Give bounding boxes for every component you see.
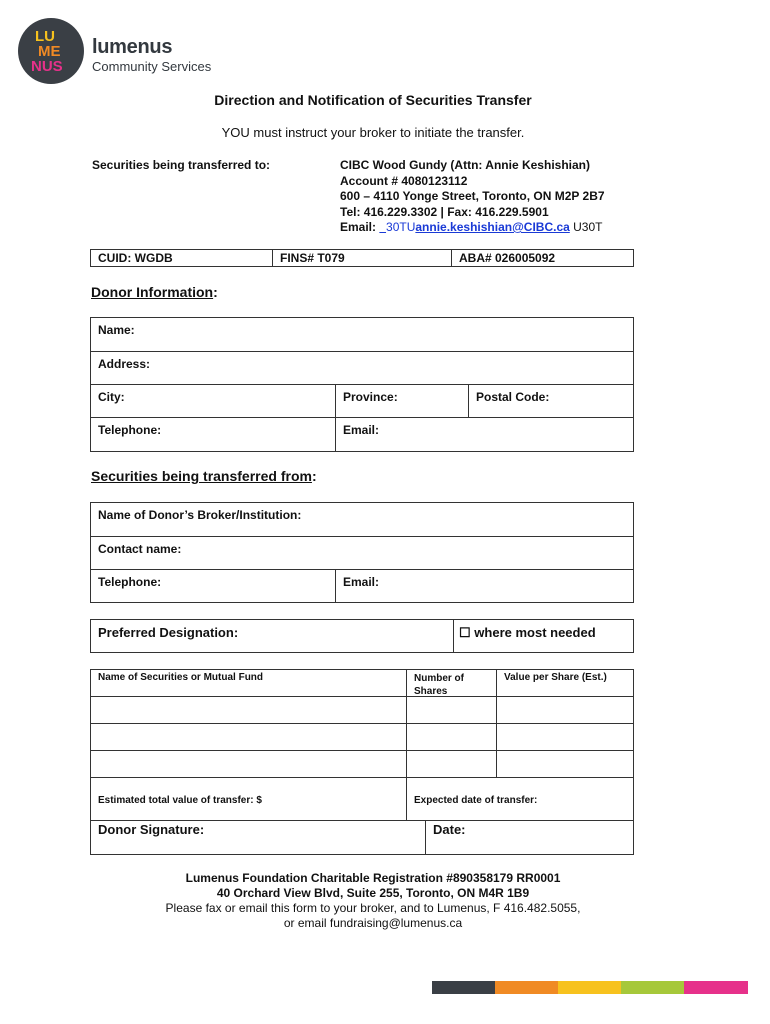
security-row-3-value[interactable] (496, 750, 634, 777)
stripe-segment-orange (495, 981, 558, 994)
cuid-code: CUID: WGDB (98, 251, 173, 265)
where-most-needed-label: where most needed (474, 625, 596, 640)
contact-name-field[interactable]: Contact name: (98, 542, 182, 556)
broker-email-link[interactable]: annie.keshishian@CIBC.ca (415, 220, 570, 234)
broker-address: 600 – 4110 Yonge Street, Toronto, ON M2P 2B7 (340, 189, 605, 203)
footer-email: or email fundraising@lumenus.ca (283, 916, 463, 930)
logo-letters-lu: LU (35, 28, 55, 45)
donor-email-field[interactable]: Email: (343, 423, 380, 437)
donor-signature-field[interactable]: Donor Signature: (98, 822, 205, 837)
stripe-segment-pink (684, 981, 748, 994)
where-most-needed-option[interactable] (453, 619, 634, 653)
donor-telephone-field[interactable]: Telephone: (98, 423, 162, 437)
footer-address: 40 Orchard View Blvd, Suite 255, Toronto, ON M4R 1B9 (216, 886, 530, 900)
donor-name-field[interactable]: Name: (98, 323, 135, 337)
brand-subtitle: Community Services (92, 59, 212, 74)
signature-date-field[interactable]: Date: (433, 822, 466, 837)
transfer-to-label: Securities being transferred to: (92, 158, 271, 172)
brand-name: lumenus (92, 36, 173, 58)
security-row-2-name[interactable] (90, 723, 406, 750)
donor-province-field[interactable]: Province: (343, 390, 398, 404)
security-row-3-name[interactable] (90, 750, 406, 777)
logo-circle (18, 18, 84, 84)
footer-registration: Lumenus Foundation Charitable Registration #890358179 RR0001 (185, 871, 561, 885)
donor-info-heading: Donor Information: (91, 284, 218, 300)
broker-name: CIBC Wood Gundy (Attn: Annie Keshishian) (340, 158, 590, 172)
security-row-1-shares[interactable] (406, 696, 496, 723)
security-row-1-value[interactable] (496, 696, 634, 723)
header-value-per-share: Value per Share (Est.) (504, 672, 607, 683)
security-row-3-shares[interactable] (406, 750, 496, 777)
header-number-of-shares: Number of Shares (414, 673, 464, 697)
logo-letters-me: ME (38, 43, 61, 60)
fins-code: FINS# T079 (280, 251, 345, 265)
broker-email-field[interactable]: Email: (343, 575, 380, 589)
transfer-from-heading: Securities being transferred from: (91, 468, 317, 484)
receiving-broker-info (340, 158, 605, 236)
expected-date-field[interactable]: Expected date of transfer: (414, 795, 538, 806)
footer (0, 871, 746, 931)
broker-email-label: Email: (340, 220, 377, 234)
page-title: Direction and Notification of Securities Transfer (214, 92, 532, 108)
stripe-segment-green (621, 981, 684, 994)
security-row-2-shares[interactable] (406, 723, 496, 750)
broker-account: Account # 4080123112 (340, 173, 468, 188)
donor-city-field[interactable]: City: (98, 390, 125, 404)
donor-broker-field[interactable]: Name of Donor’s Broker/Institution: (98, 508, 302, 522)
preferred-designation-field[interactable]: Preferred Designation: (98, 625, 239, 640)
aba-code: ABA# 026005092 (459, 251, 556, 265)
footer-instructions: Please fax or email this form to your broker, and to Lumenus, F 416.482.5055, (165, 901, 581, 915)
broker-phone-fax: Tel: 416.229.3302 | Fax: 416.229.5901 (340, 204, 549, 219)
logo-letters-nus: NUS (31, 58, 63, 75)
security-row-1-name[interactable] (90, 696, 406, 723)
instruction-text: YOU must instruct your broker to initiate the transfer. (221, 125, 525, 140)
broker-email-line (340, 220, 605, 236)
stripe-segment-dark (432, 981, 495, 994)
security-row-2-value[interactable] (496, 723, 634, 750)
checkbox-icon[interactable]: ☐ (459, 625, 471, 640)
broker-telephone-field[interactable]: Telephone: (98, 575, 162, 589)
donor-postal-field[interactable]: Postal Code: (476, 390, 550, 404)
estimated-total-field[interactable]: Estimated total value of transfer: $ (98, 795, 262, 806)
email-suffix: U30T (573, 220, 603, 234)
email-prefix: 30TU (386, 220, 416, 234)
stripe-segment-yellow (558, 981, 621, 994)
header-security-name: Name of Securities or Mutual Fund (98, 672, 264, 683)
donor-address-field[interactable]: Address: (98, 357, 151, 371)
